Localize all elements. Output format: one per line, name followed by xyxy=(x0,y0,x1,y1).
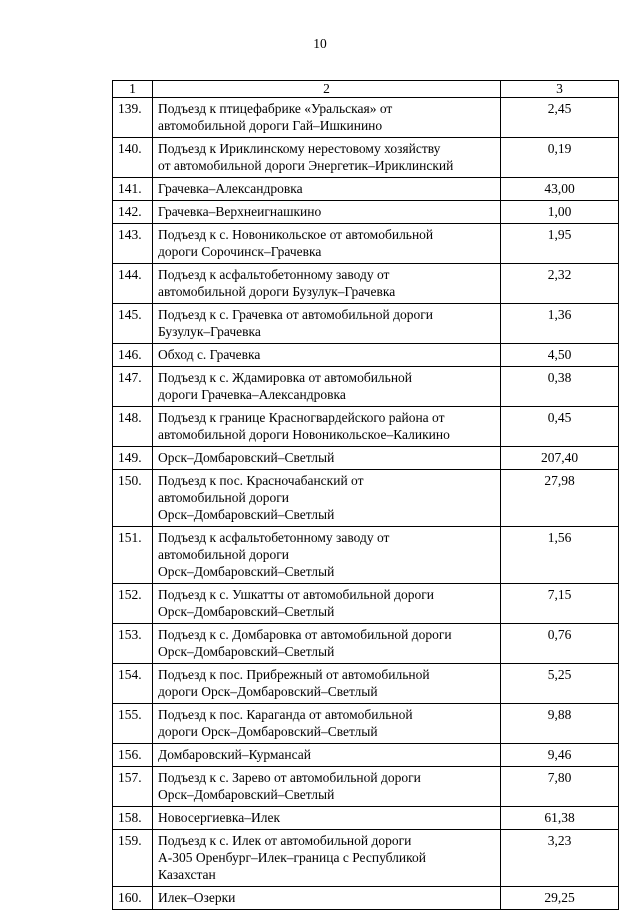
table-row xyxy=(113,224,619,264)
row-number-cell: 160. xyxy=(113,887,153,910)
row-number-cell: 143. xyxy=(113,224,153,264)
row-number-cell: 144. xyxy=(113,264,153,304)
road-name-cell: Подъезд к границе Красногвардейского района от автомобильной дороги Новоникольское–Каликино xyxy=(153,407,501,447)
road-length-cell: 43,00 xyxy=(501,178,619,201)
row-number-cell: 150. xyxy=(113,470,153,527)
road-name-cell: Домбаровский–Курмансай xyxy=(153,744,501,767)
road-length-cell: 7,80 xyxy=(501,767,619,807)
road-length-cell: 27,98 xyxy=(501,470,619,527)
roads-table xyxy=(112,80,619,910)
row-number-cell: 158. xyxy=(113,807,153,830)
row-number-cell: 146. xyxy=(113,344,153,367)
road-name-cell: Подъезд к птицефабрике «Уральская» от автомобильной дороги Гай–Ишкинино xyxy=(153,98,501,138)
table-row xyxy=(113,344,619,367)
road-name-cell: Грачевка–Верхнеигнашкино xyxy=(153,201,501,224)
row-number-cell: 151. xyxy=(113,527,153,584)
road-name-cell: Илек–Озерки xyxy=(153,887,501,910)
header-col-1: 1 xyxy=(113,81,153,98)
road-length-cell: 7,15 xyxy=(501,584,619,624)
road-name-cell: Подъезд к асфальтобетонному заводу от автомобильной дороги Орск–Домбаровский–Светлый xyxy=(153,527,501,584)
road-name-cell: Подъезд к с. Ушкатты от автомобильной дороги Орск–Домбаровский–Светлый xyxy=(153,584,501,624)
table-body xyxy=(113,98,619,910)
row-number-cell: 141. xyxy=(113,178,153,201)
road-name-cell: Подъезд к с. Домбаровка от автомобильной дороги Орск–Домбаровский–Светлый xyxy=(153,624,501,664)
road-name-cell: Подъезд к с. Грачевка от автомобильной дороги Бузулук–Грачевка xyxy=(153,304,501,344)
road-name-cell: Подъезд к пос. Красночабанский от автомобильной дороги Орск–Домбаровский–Светлый xyxy=(153,470,501,527)
road-length-cell: 9,88 xyxy=(501,704,619,744)
table-row xyxy=(113,664,619,704)
table-row xyxy=(113,447,619,470)
table-row xyxy=(113,407,619,447)
table-row xyxy=(113,98,619,138)
road-length-cell: 0,19 xyxy=(501,138,619,178)
table-row xyxy=(113,830,619,887)
road-length-cell: 4,50 xyxy=(501,344,619,367)
table-row xyxy=(113,704,619,744)
road-length-cell: 207,40 xyxy=(501,447,619,470)
header-col-3: 3 xyxy=(501,81,619,98)
road-name-cell: Подъезд к с. Илек от автомобильной дороги А-305 Оренбург–Илек–граница с Республикой Казахстан xyxy=(153,830,501,887)
road-length-cell: 0,45 xyxy=(501,407,619,447)
road-length-cell: 61,38 xyxy=(501,807,619,830)
table-row xyxy=(113,470,619,527)
road-name-cell: Подъезд к Ириклинскому нерестовому хозяйству от автомобильной дороги Энергетик–Ириклинский xyxy=(153,138,501,178)
table-row xyxy=(113,624,619,664)
row-number-cell: 149. xyxy=(113,447,153,470)
row-number-cell: 159. xyxy=(113,830,153,887)
road-name-cell: Подъезд к с. Зарево от автомобильной дороги Орск–Домбаровский–Светлый xyxy=(153,767,501,807)
table-header-row xyxy=(113,81,619,98)
road-name-cell: Подъезд к с. Ждамировка от автомобильной дороги Грачевка–Александровка xyxy=(153,367,501,407)
row-number-cell: 156. xyxy=(113,744,153,767)
road-length-cell: 0,76 xyxy=(501,624,619,664)
row-number-cell: 145. xyxy=(113,304,153,344)
row-number-cell: 157. xyxy=(113,767,153,807)
row-number-cell: 139. xyxy=(113,98,153,138)
road-length-cell: 29,25 xyxy=(501,887,619,910)
row-number-cell: 152. xyxy=(113,584,153,624)
row-number-cell: 147. xyxy=(113,367,153,407)
road-length-cell: 1,36 xyxy=(501,304,619,344)
road-name-cell: Подъезд к пос. Прибрежный от автомобильной дороги Орск–Домбаровский–Светлый xyxy=(153,664,501,704)
road-name-cell: Новосергиевка–Илек xyxy=(153,807,501,830)
row-number-cell: 148. xyxy=(113,407,153,447)
road-length-cell: 1,95 xyxy=(501,224,619,264)
road-length-cell: 1,56 xyxy=(501,527,619,584)
header-col-2: 2 xyxy=(153,81,501,98)
row-number-cell: 153. xyxy=(113,624,153,664)
table-row xyxy=(113,367,619,407)
road-length-cell: 2,32 xyxy=(501,264,619,304)
table-row xyxy=(113,527,619,584)
table-row xyxy=(113,201,619,224)
road-name-cell: Орск–Домбаровский–Светлый xyxy=(153,447,501,470)
row-number-cell: 155. xyxy=(113,704,153,744)
table-row xyxy=(113,767,619,807)
table-row xyxy=(113,744,619,767)
row-number-cell: 154. xyxy=(113,664,153,704)
road-name-cell: Подъезд к с. Новоникольское от автомобильной дороги Сорочинск–Грачевка xyxy=(153,224,501,264)
table-row xyxy=(113,887,619,910)
table-row xyxy=(113,178,619,201)
row-number-cell: 142. xyxy=(113,201,153,224)
row-number-cell: 140. xyxy=(113,138,153,178)
road-name-cell: Подъезд к асфальтобетонному заводу от автомобильной дороги Бузулук–Грачевка xyxy=(153,264,501,304)
road-length-cell: 5,25 xyxy=(501,664,619,704)
table-row xyxy=(113,584,619,624)
table-row xyxy=(113,138,619,178)
page-number: 10 xyxy=(313,36,327,51)
road-length-cell: 3,23 xyxy=(501,830,619,887)
road-length-cell: 0,38 xyxy=(501,367,619,407)
road-length-cell: 9,46 xyxy=(501,744,619,767)
table-row xyxy=(113,807,619,830)
road-name-cell: Грачевка–Александровка xyxy=(153,178,501,201)
road-name-cell: Подъезд к пос. Караганда от автомобильной дороги Орск–Домбаровский–Светлый xyxy=(153,704,501,744)
table-row xyxy=(113,264,619,304)
road-name-cell: Обход с. Грачевка xyxy=(153,344,501,367)
road-length-cell: 2,45 xyxy=(501,98,619,138)
road-length-cell: 1,00 xyxy=(501,201,619,224)
table-row xyxy=(113,304,619,344)
